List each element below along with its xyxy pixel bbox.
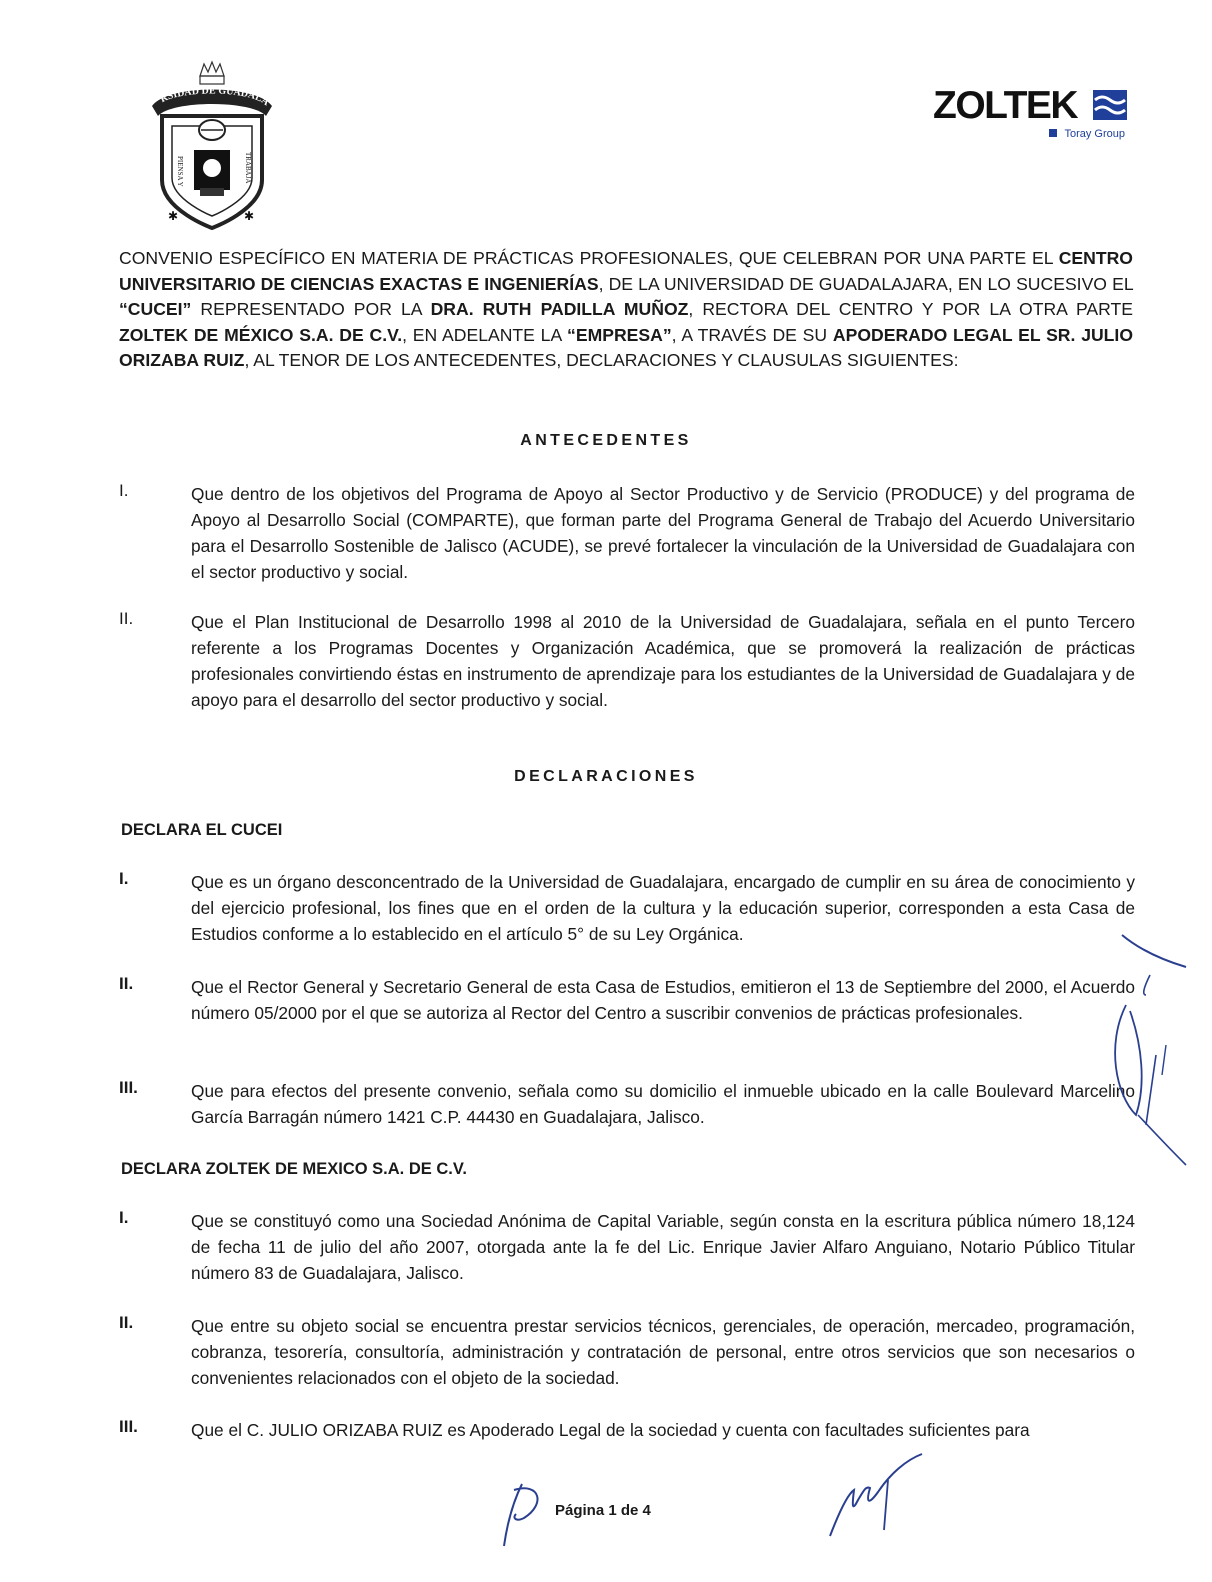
agreement-title (119, 246, 1133, 374)
item-text: Que para efectos del presente convenio, señala como su domicilio el inmueble ubicado en la calle Boulevard Marcelino García Barragán número 1421 C.P. 44430 en Guadalajara, Jalisco. (191, 1081, 1135, 1127)
toray-icon (1049, 129, 1057, 137)
title-text: , RECTORA DEL CENTRO Y POR LA OTRA PARTE (688, 299, 1134, 320)
item-number: III. (119, 1078, 138, 1097)
university-seal (148, 60, 276, 232)
item-text: Que el Plan Institucional de Desarrollo 1998 al 2010 de la Universidad de Guadalajara, señala en el punto Tercero referente a los Programas Docentes y Organización Académica, que se promoverá la realización de prácticas profesionales convirtiendo éstas en instrumento de aprendizaje para los estudiantes de la Universidad de Guadalajara y de apoyo para el desarrollo del sector productivo y social. (191, 612, 1135, 710)
toray-group-label: Toray Group (1064, 128, 1125, 140)
zoltek-wordmark: ZOLTEK (933, 84, 1078, 127)
item-text: Que se constituyó como una Sociedad Anónima de Capital Variable, según consta en la escritura pública número 18,124 de fecha 11 de julio del año 2007, otorgada ante la fe del Lic. Enrique Javier Alfaro Anguiano, Notario Público Titular número 83 de Guadalajara, Jalisco. (191, 1211, 1135, 1283)
zoltek-wave-icon (1093, 90, 1127, 120)
title-bold-company: ZOLTEK DE MÉXICO S.A. DE C.V. (119, 324, 403, 345)
item-text: Que el Rector General y Secretario General de esta Casa de Estudios, emitieron el 13 de Septiembre del 2000, el Acuerdo número 05/2000 por el que se autoriza al Rector del Centro a suscribir convenios de prácticas profesionales. (191, 977, 1135, 1023)
initials-signature-right (826, 1450, 926, 1542)
zoltek-logo (933, 84, 1129, 140)
item-number: II. (119, 609, 134, 628)
declara-zoltek-heading: DECLARA ZOLTEK DE MEXICO S.A. DE C.V. (121, 1160, 467, 1178)
item-text: Que entre su objeto social se encuentra prestar servicios técnicos, gerenciales, de operación, mercadeo, programación, cobranza, tesorería, consultoría, administración y contratación de personal, entre otros servicios que son necesarios o convenientes relacionados con el objeto de la sociedad. (191, 1316, 1135, 1388)
page-number: Página 1 de 4 (555, 1502, 651, 1519)
svg-text:✱: ✱ (244, 209, 255, 223)
item-number: I. (119, 481, 129, 500)
margin-signature (1086, 925, 1196, 1175)
seal-right-motto: TRABAJA (244, 152, 252, 184)
seal-banner-text: RSIDAD DE GUADALA (158, 85, 272, 109)
title-text: , EN ADELANTE LA (402, 324, 568, 345)
title-text: , A TRAVÉS DE SU (671, 324, 833, 345)
title-bold-legal-rep: APODERADO LEGAL EL SR. JULIO ORIZABA RUIZ (119, 324, 1133, 371)
item-number: III. (119, 1417, 138, 1436)
declara-cucei-heading: DECLARA EL CUCEI (121, 821, 283, 839)
title-bold-rector: DRA. RUTH PADILLA MUÑOZ (430, 299, 689, 320)
svg-text:✱: ✱ (168, 209, 179, 223)
title-text: CONVENIO ESPECÍFICO EN MATERIA DE PRÁCTICAS PROFESIONALES, QUE CELEBRAN POR UNA PARTE EL (119, 248, 1059, 268)
seal-left-motto: PIENSA Y (176, 156, 184, 187)
declaraciones-heading: DECLARACIONES (514, 768, 698, 785)
title-text: , DE LA UNIVERSIDAD DE GUADALAJARA, EN LO SUCESIVO EL (598, 273, 1133, 294)
initials-signature-left (500, 1478, 550, 1550)
title-bold-empresa: “EMPRESA” (567, 324, 672, 345)
item-number: II. (119, 1313, 134, 1332)
title-text: REPRESENTADO POR LA (191, 299, 431, 320)
item-text: Que el C. JULIO ORIZABA RUIZ es Apoderado Legal de la sociedad y cuenta con facultades suficientes para (191, 1420, 1030, 1440)
item-text: Que dentro de los objetivos del Programa de Apoyo al Sector Productivo y de Servicio (PRODUCE) y del programa de Apoyo al Desarrollo Social (COMPARTE), que forman parte del Programa General de Trabajo del Acuerdo Universitario para el Desarrollo Sostenible de Jalisco (ACUDE), se prevé fortalecer la vinculación de la Universidad de Guadalajara con el sector productivo y social. (191, 484, 1135, 582)
title-text: , AL TENOR DE LOS ANTECEDENTES, DECLARACIONES Y CLAUSULAS SIGUIENTES: (244, 350, 959, 371)
item-number: II. (119, 974, 134, 993)
item-number: I. (119, 869, 129, 888)
title-bold-cucei: “CUCEI” (119, 299, 192, 320)
item-text: Que es un órgano desconcentrado de la Universidad de Guadalajara, encargado de cumplir en su área de conocimiento y del ejercicio profesional, los fines que en el orden de la cultura y la educación superior, corresponden a esta Casa de Estudios conforme a lo establecido en el artículo 5° de su Ley Orgánica. (191, 872, 1135, 944)
title-bold-cucei-name: CENTRO UNIVERSITARIO DE CIENCIAS EXACTAS E INGENIERÍAS (119, 248, 1133, 294)
item-number: I. (119, 1208, 129, 1227)
antecedentes-heading: ANTECEDENTES (520, 432, 692, 449)
